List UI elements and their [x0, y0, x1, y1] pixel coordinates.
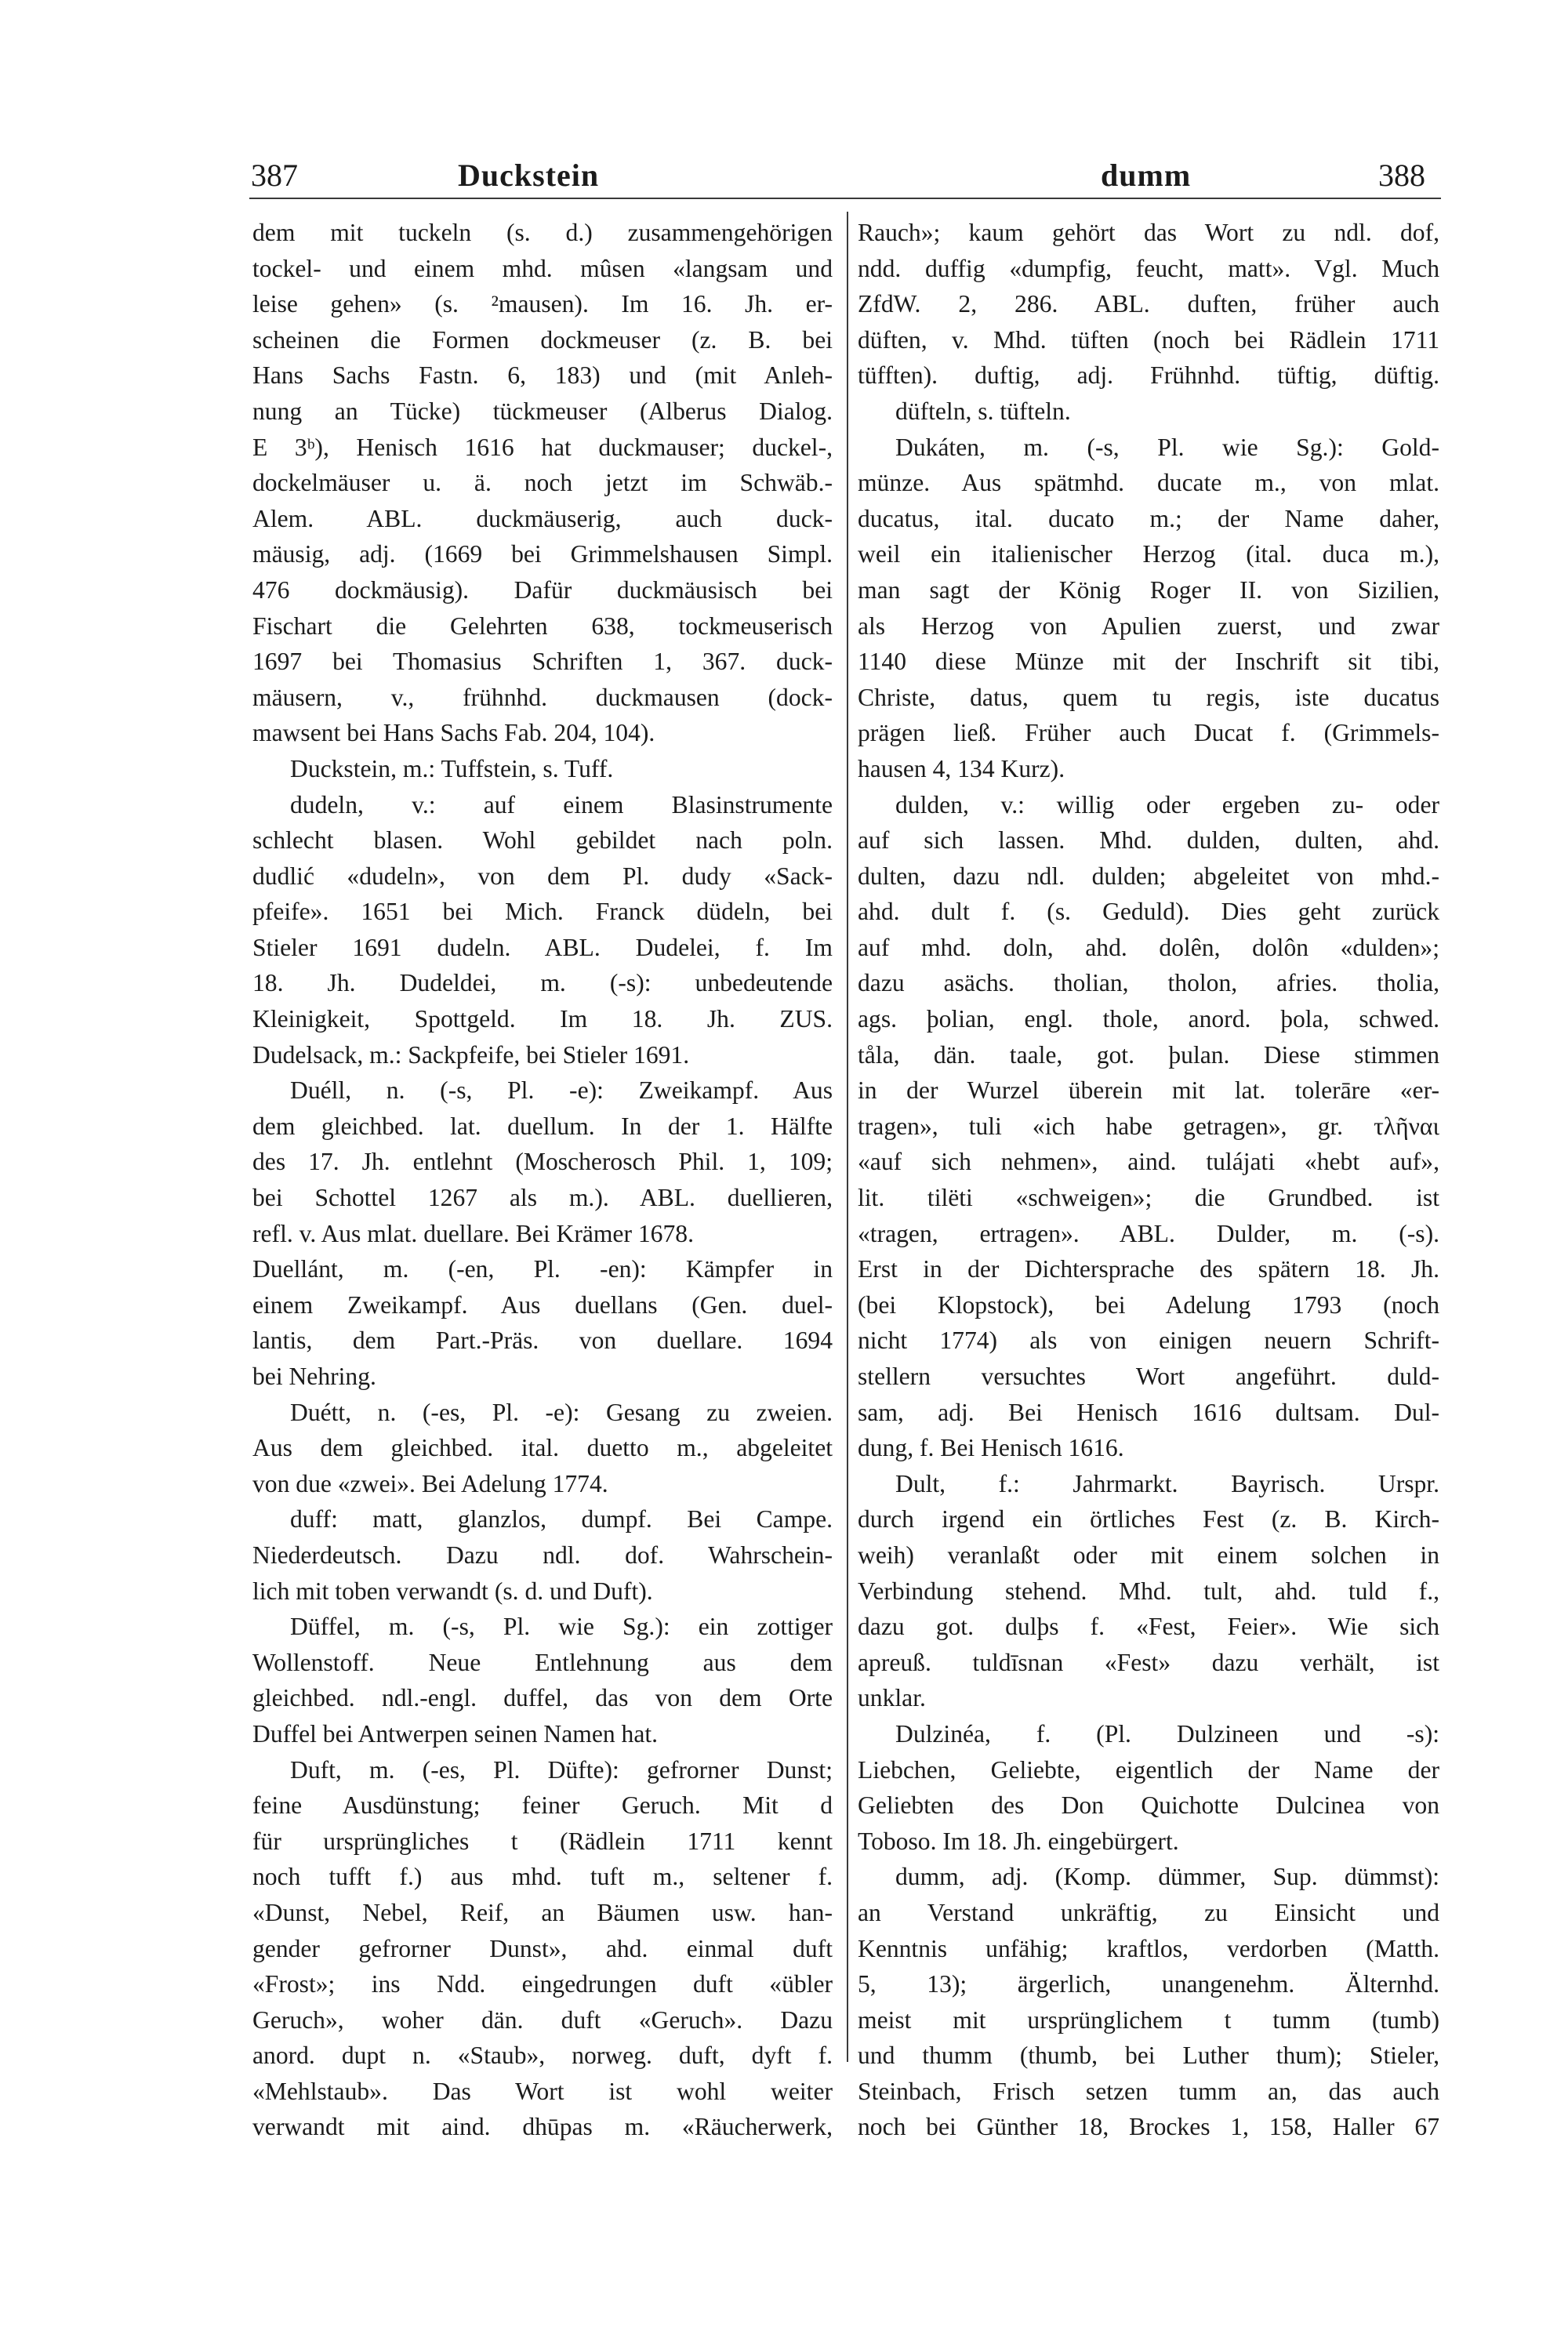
- text-line: leise gehen» (s. ²mausen). Im 16. Jh. er-: [252, 290, 833, 318]
- text-line: noch bei Günther 18, Brockes 1, 158, Haller 67: [858, 2113, 1439, 2141]
- text-line: gleichbed. ndl.-engl. duffel, das von dem Orte: [252, 1684, 833, 1712]
- text-line: mawsent bei Hans Sachs Fab. 204, 104).: [252, 719, 655, 747]
- text-line: verwandt mit aind. dhūpas m. «Räucherwerk,: [252, 2113, 833, 2141]
- text-line: dem gleichbed. lat. duellum. In der 1. Hälfte: [252, 1112, 833, 1140]
- text-line: scheinen die Formen dockmeuser (z. B. bei: [252, 325, 833, 354]
- text-line: mäusern, v., frühnhd. duckmausen (dock-: [252, 683, 833, 711]
- text-line: prägen ließ. Früher auch Ducat f. (Grimmels-: [858, 719, 1439, 747]
- text-line: als Herzog von Apulien zuerst, und zwar: [858, 612, 1439, 640]
- text-line: dazu got. dulþs f. «Fest, Feier». Wie sich: [858, 1613, 1439, 1641]
- text-line: Steinbach, Frisch setzen tumm an, das auch: [858, 2077, 1439, 2105]
- text-line: (bei Klopstock), bei Adelung 1793 (noch: [858, 1290, 1439, 1319]
- text-line: ducatus, ital. ducato m.; der Name daher,: [858, 504, 1439, 532]
- text-line: Aus dem gleichbed. ital. duetto m., abgeleitet: [252, 1434, 833, 1462]
- text-line: bei Schottel 1267 als m.). ABL. duellieren,: [252, 1184, 833, 1212]
- text-line: Kenntnis unfähig; kraftlos, verdorben (Matth.: [858, 1934, 1439, 1962]
- text-line: ndd. duffig «dumpfig, feucht, matt». Vgl. Much: [858, 254, 1439, 282]
- page-number-right: 388: [1378, 158, 1425, 193]
- text-line: «Frost»; ins Ndd. eingedrungen duft «übler: [252, 1970, 833, 1998]
- text-line: Duellánt, m. (-en, Pl. -en): Kämpfer in: [252, 1255, 833, 1283]
- header-rule: [249, 198, 1441, 199]
- text-line: Stieler 1691 dudeln. ABL. Dudelei, f. Im: [252, 933, 833, 961]
- column-divider: [847, 212, 848, 2062]
- text-line: einem Zweikampf. Aus duellans (Gen. duel-: [252, 1290, 833, 1319]
- text-line: düfteln, s. tüfteln.: [895, 397, 1071, 425]
- text-line: lit. tilëti «schweigen»; die Grundbed. ist: [858, 1184, 1439, 1212]
- text-line: Dult, f.: Jahrmarkt. Bayrisch. Urspr.: [895, 1469, 1439, 1497]
- running-headword-left: Duckstein: [458, 158, 600, 193]
- text-line: anord. dupt n. «Staub», norweg. duft, dyft f.: [252, 2042, 833, 2070]
- text-line: ags. þolian, engl. thole, anord. þola, schwed.: [858, 1005, 1439, 1033]
- text-line: und thumm (thumb, bei Luther thum); Stieler,: [858, 2042, 1439, 2070]
- text-line: unklar.: [858, 1684, 926, 1712]
- text-line: tåla, dän. taale, got. þulan. Diese stimmen: [858, 1040, 1439, 1069]
- text-line: man sagt der König Roger II. von Sizilien,: [858, 575, 1439, 604]
- text-line: münze. Aus spätmhd. ducate m., von mlat.: [858, 469, 1439, 497]
- text-line: Rauch»; kaum gehört das Wort zu ndl. dof,: [858, 219, 1439, 246]
- text-line: feine Ausdünstung; feiner Geruch. Mit d: [252, 1791, 833, 1820]
- text-line: Wollenstoff. Neue Entlehnung aus dem: [252, 1648, 833, 1676]
- page-number-left: 387: [251, 158, 298, 193]
- running-headword-right: dumm: [1101, 158, 1192, 193]
- text-line: Geruch», woher dän. duft «Geruch». Dazu: [252, 2005, 833, 2034]
- text-line: an Verstand unkräftig, zu Einsicht und: [858, 1898, 1439, 1926]
- text-line: Duétt, n. (-es, Pl. -e): Gesang zu zweien.: [290, 1398, 833, 1426]
- text-line: dockelmäuser u. ä. noch jetzt im Schwäb.-: [252, 469, 833, 497]
- text-line: «Dunst, Nebel, Reif, an Bäumen usw. han-: [252, 1898, 833, 1926]
- text-line: dulten, dazu ndl. dulden; abgeleitet von mhd.-: [858, 862, 1439, 890]
- running-header: [245, 140, 1433, 194]
- text-line: Alem. ABL. duckmäuserig, auch duck-: [252, 504, 833, 532]
- text-line: Dulzinéa, f. (Pl. Dulzineen und -s):: [895, 1719, 1439, 1748]
- text-line: Verbindung stehend. Mhd. tult, ahd. tuld f.,: [858, 1577, 1439, 1605]
- text-line: Duckstein, m.: Tuffstein, s. Tuff.: [290, 754, 614, 782]
- text-line: dem mit tuckeln (s. d.) zusammengehörigen: [252, 219, 833, 246]
- text-line: Erst in der Dichtersprache des spätern 18. Jh.: [858, 1255, 1439, 1283]
- text-line: Duffel bei Antwerpen seinen Namen hat.: [252, 1719, 659, 1748]
- text-line: Duft, m. (-es, Pl. Düfte): gefrorner Dunst;: [290, 1755, 833, 1784]
- text-line: dudeln, v.: auf einem Blasinstrumente: [290, 790, 833, 818]
- text-line: auf mhd. doln, ahd. dolên, dolôn «dulden»;: [858, 933, 1439, 961]
- text-line: Toboso. Im 18. Jh. eingebürgert.: [858, 1827, 1179, 1855]
- text-line: ZfdW. 2, 286. ABL. duften, früher auch: [858, 290, 1439, 318]
- text-line: Kleinigkeit, Spottgeld. Im 18. Jh. ZUS.: [252, 1005, 833, 1033]
- text-line: tockel- und einem mhd. mûsen «langsam und: [252, 254, 833, 282]
- text-line: bei Nehring.: [252, 1363, 376, 1390]
- text-line: Dukáten, m. (-s, Pl. wie Sg.): Gold-: [895, 433, 1439, 461]
- text-line: nicht 1774) als von einigen neuern Schrift-: [858, 1327, 1439, 1355]
- text-line: düften, v. Mhd. tüften (noch bei Rädlein 1711: [858, 325, 1439, 354]
- text-line: Dudelsack, m.: Sackpfeife, bei Stieler 1691.: [252, 1040, 690, 1069]
- text-line: in der Wurzel überein mit lat. tolerāre «er-: [858, 1076, 1439, 1105]
- text-line: Christe, datus, quem tu regis, iste ducatus: [858, 683, 1439, 711]
- text-line: 476 dockmäusig). Dafür duckmäusisch bei: [252, 575, 833, 604]
- text-line: nung an Tücke) tückmeuser (Alberus Dialog.: [252, 397, 833, 425]
- text-line: 5, 13); ärgerlich, unangenehm. Älternhd.: [858, 1970, 1439, 1998]
- right-column: [858, 215, 1439, 2145]
- text-line: pfeife». 1651 bei Mich. Franck düdeln, bei: [252, 898, 833, 926]
- text-line: lich mit toben verwandt (s. d. und Duft).: [252, 1577, 653, 1605]
- text-line: für ursprüngliches t (Rädlein 1711 kennt: [252, 1827, 833, 1855]
- text-line: 1140 diese Münze mit der Inschrift sit tibi,: [858, 648, 1439, 676]
- text-line: 1697 bei Thomasius Schriften 1, 367. duck-: [252, 648, 833, 676]
- text-line: tragen», tuli «ich habe getragen», gr. τλῆναι: [858, 1112, 1439, 1140]
- text-line: «tragen, ertragen». ABL. Dulder, m. (-s).: [858, 1219, 1439, 1247]
- text-line: duff: matt, glanzlos, dumpf. Bei Campe.: [290, 1505, 833, 1534]
- text-line: apreuß. tuldīsnan «Fest» dazu verhält, ist: [858, 1648, 1439, 1676]
- left-column: [252, 215, 833, 2145]
- text-line: mäusig, adj. (1669 bei Grimmelshausen Simpl.: [252, 540, 833, 568]
- text-line: Düffel, m. (-s, Pl. wie Sg.): ein zottiger: [290, 1613, 833, 1641]
- text-line: 18. Jh. Dudeldei, m. (-s): unbedeutende: [252, 969, 833, 997]
- text-line: durch irgend ein örtliches Fest (z. B. Kirch-: [858, 1505, 1439, 1534]
- text-line: Hans Sachs Fastn. 6, 183) und (mit Anleh-: [252, 361, 833, 390]
- text-line: Liebchen, Geliebte, eigentlich der Name der: [858, 1755, 1439, 1784]
- text-line: Fischart die Gelehrten 638, tockmeuserisch: [252, 612, 833, 640]
- text-line: meist mit ursprünglichem t tumm (tumb): [858, 2005, 1439, 2034]
- text-line: dumm, adj. (Komp. dümmer, Sup. dümmst):: [895, 1863, 1439, 1891]
- text-line: noch tufft f.) aus mhd. tuft m., seltener f.: [252, 1863, 833, 1891]
- text-line: «auf sich nehmen», aind. tulájati «hebt auf»,: [858, 1148, 1439, 1176]
- text-line: weih) veranlaßt oder mit einem solchen in: [858, 1541, 1439, 1569]
- text-line: gender gefrorner Dunst», ahd. einmal duft: [252, 1934, 833, 1962]
- text-line: dazu asächs. tholian, tholon, afries. tholia,: [858, 969, 1439, 997]
- text-line: schlecht blasen. Wohl gebildet nach poln.: [252, 826, 833, 855]
- text-line: Geliebten des Don Quichotte Dulcinea von: [858, 1791, 1439, 1820]
- text-line: von due «zwei». Bei Adelung 1774.: [252, 1469, 608, 1497]
- text-line: weil ein italienischer Herzog (ital. duca m.),: [858, 540, 1439, 568]
- text-line: «Mehlstaub». Das Wort ist wohl weiter: [252, 2077, 833, 2105]
- text-line: dung, f. Bei Henisch 1616.: [858, 1434, 1124, 1462]
- text-line: hausen 4, 134 Kurz).: [858, 754, 1065, 782]
- text-line: ahd. dult f. (s. Geduld). Dies geht zurück: [858, 898, 1439, 926]
- text-line: Duéll, n. (-s, Pl. -e): Zweikampf. Aus: [290, 1076, 833, 1105]
- text-line: lantis, dem Part.-Präs. von duellare. 1694: [252, 1327, 833, 1355]
- text-line: auf sich lassen. Mhd. dulden, dulten, ahd.: [858, 826, 1439, 855]
- text-line: sam, adj. Bei Henisch 1616 dultsam. Dul-: [858, 1398, 1439, 1426]
- text-line: Niederdeutsch. Dazu ndl. dof. Wahrschein-: [252, 1541, 833, 1569]
- text-line: refl. v. Aus mlat. duellare. Bei Krämer 1678.: [252, 1219, 694, 1247]
- text-line: dulden, v.: willig oder ergeben zu- oder: [895, 790, 1439, 818]
- text-line: dudlić «dudeln», von dem Pl. dudy «Sack-: [252, 862, 833, 890]
- text-line: E 3ᵇ), Henisch 1616 hat duckmauser; duckel-,: [252, 433, 833, 461]
- text-line: tüfften). duftig, adj. Frühnhd. tüftig, düftig.: [858, 361, 1439, 390]
- text-line: des 17. Jh. entlehnt (Moscherosch Phil. 1, 109;: [252, 1148, 833, 1176]
- text-line: stellern versuchtes Wort angeführt. duld-: [858, 1363, 1439, 1390]
